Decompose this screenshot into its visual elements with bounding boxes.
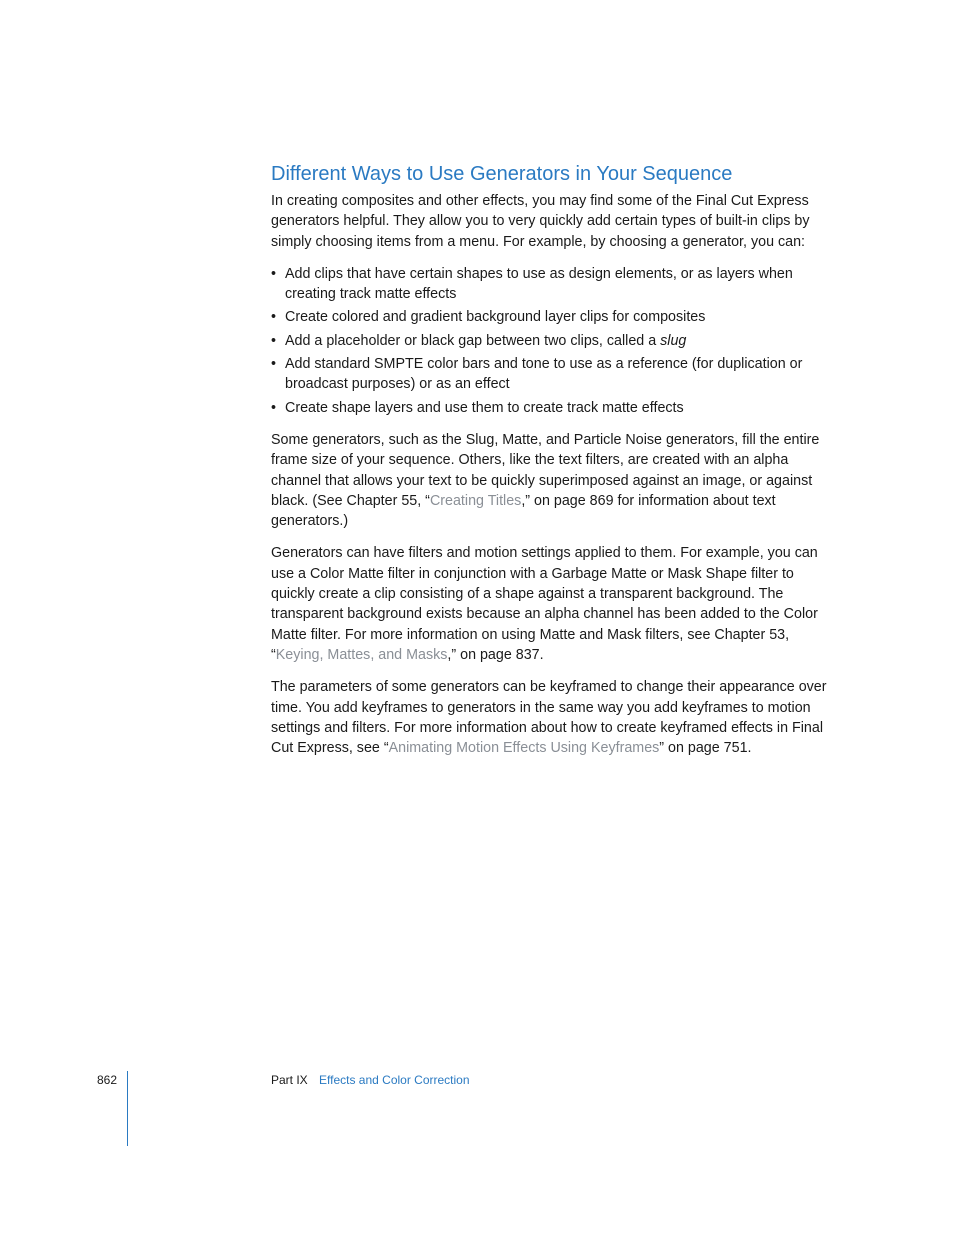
paragraph-text: ” on page 751. xyxy=(659,740,752,757)
creating-titles-link[interactable]: Creating Titles xyxy=(429,492,522,509)
animating-motion-link[interactable]: Animating Motion Effects Using Keyframes xyxy=(388,740,660,757)
footer-divider xyxy=(127,1071,128,1146)
paragraph-text: ,” on page 837. xyxy=(447,646,544,663)
intro-paragraph: In creating composites and other effects, you may find some of the Final Cut Express generators helpful. They allow you to very quickly add certain types of built-in clips by simply choosing items from a menu. For example, by choosing a generator, you can: xyxy=(271,193,810,250)
footer-section-title: Effects and Color Correction xyxy=(319,1073,470,1087)
list-item xyxy=(271,331,827,351)
bullet-icon: • xyxy=(271,265,277,282)
paragraph-text: Some generators, such as the Slug, Matte, and Particle Noise generators, fill the entire frame size of your sequence. Others, like the text filters, are created with an alpha channel that allows your text to be quickly superimposed against an image, or against black. (See Chapter 55, “ xyxy=(271,431,820,509)
paragraph-text: The parameters of some generators can be keyframed to change their appearance over time. You add keyframes to generators in the same way you add keyframes to motion settings and filters. For more information about how to create keyframed effects in Final Cut Express, see “ xyxy=(271,679,827,757)
bullet-icon: • xyxy=(271,356,277,373)
footer-part-label: Part IX xyxy=(271,1073,308,1087)
filters-paragraph xyxy=(271,543,827,665)
list-item xyxy=(271,264,827,305)
list-item xyxy=(271,307,827,327)
bullet-icon: • xyxy=(271,309,277,326)
section-heading: Different Ways to Use Generators in Your Sequence xyxy=(271,163,733,185)
list-item-text: Add standard SMPTE color bars and tone to use as a reference (for duplication or broadcast purposes) or as an effect xyxy=(285,356,803,393)
bullet-icon: • xyxy=(271,399,277,416)
paragraph-text: Generators can have filters and motion settings applied to them. For example, you can use a Color Matte filter in conjunction with a Garbage Matte or Mask Shape filter to quickly create a clip consisting of a shape against a transparent background. The transparent background exists because an alpha channel has been added to the Color Matte filter. For more information on using Matte and Mask filters, see Chapter 53, “ xyxy=(271,545,818,663)
main-content xyxy=(271,161,827,770)
list-item xyxy=(271,354,827,395)
generator-uses-list xyxy=(271,264,827,418)
slug-term: slug xyxy=(660,332,687,349)
keying-mattes-masks-link[interactable]: Keying, Mattes, and Masks xyxy=(275,646,448,663)
list-item-text: Add clips that have certain shapes to use as design elements, or as layers when creating track matte effects xyxy=(285,265,793,303)
keyframes-paragraph xyxy=(271,677,827,758)
list-item-text: Create shape layers and use them to create track matte effects xyxy=(285,399,684,416)
page-number: 862 xyxy=(97,1073,118,1087)
list-item xyxy=(271,398,827,418)
list-item-text: Create colored and gradient background layer clips for composites xyxy=(285,309,706,326)
list-item-text: Add a placeholder or black gap between two clips, called a xyxy=(285,332,661,349)
generators-paragraph xyxy=(271,430,827,531)
paragraph-text: ,” on page 869 for information about text generators.) xyxy=(271,492,776,530)
bullet-icon: • xyxy=(271,332,277,349)
